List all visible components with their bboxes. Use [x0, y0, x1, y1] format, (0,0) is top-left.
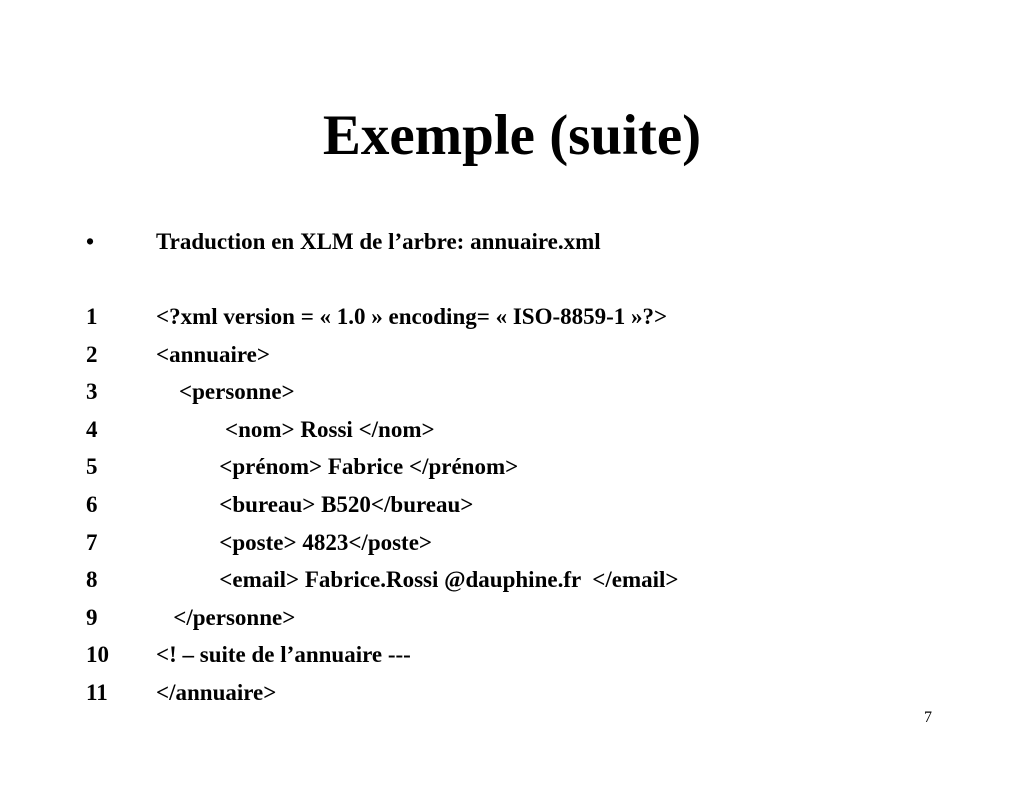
page-number: 7 — [924, 709, 932, 726]
line-code: <bureau> B520</bureau> — [156, 491, 474, 517]
line-number: 11 — [86, 679, 108, 705]
line-code: <nom> Rossi </nom> — [156, 416, 435, 442]
code-listing — [86, 301, 679, 715]
code-line — [86, 527, 433, 565]
line-code: <poste> 4823</poste> — [156, 529, 433, 555]
bullet-text: Traduction en XLM de l’arbre: annuaire.xml — [156, 229, 601, 254]
line-code: <email> Fabrice.Rossi @dauphine.fr </email> — [156, 567, 679, 593]
code-line — [86, 564, 679, 602]
line-number: 3 — [86, 379, 98, 405]
line-number: 1 — [86, 304, 98, 329]
code-line — [86, 489, 474, 527]
code-line — [86, 339, 270, 377]
line-code: <annuaire> — [156, 341, 270, 367]
line-number: 4 — [86, 416, 98, 442]
code-line — [86, 301, 668, 339]
line-code: <! – suite de l’annuaire --- — [156, 642, 411, 668]
line-number: 5 — [86, 454, 98, 480]
line-code: <prénom> Fabrice </prénom> — [156, 454, 519, 480]
code-line — [86, 414, 435, 452]
bullet-mark: • — [86, 229, 95, 254]
code-line — [86, 639, 411, 677]
line-number: 9 — [86, 604, 98, 630]
line-number: 6 — [86, 491, 98, 517]
line-code: <?xml version = « 1.0 » encoding= « ISO-8859-1 »?> — [156, 304, 668, 329]
line-code: </annuaire> — [156, 679, 277, 705]
code-line — [86, 677, 277, 715]
line-number: 7 — [86, 529, 98, 555]
line-code: </personne> — [156, 604, 296, 630]
line-number: 2 — [86, 341, 98, 367]
line-number: 8 — [86, 567, 98, 593]
line-number: 10 — [86, 642, 109, 668]
code-line — [86, 376, 295, 414]
line-code: <personne> — [156, 379, 295, 405]
slide-title: Exemple (suite) — [322, 104, 702, 167]
code-line — [86, 602, 296, 640]
code-line — [86, 451, 519, 489]
